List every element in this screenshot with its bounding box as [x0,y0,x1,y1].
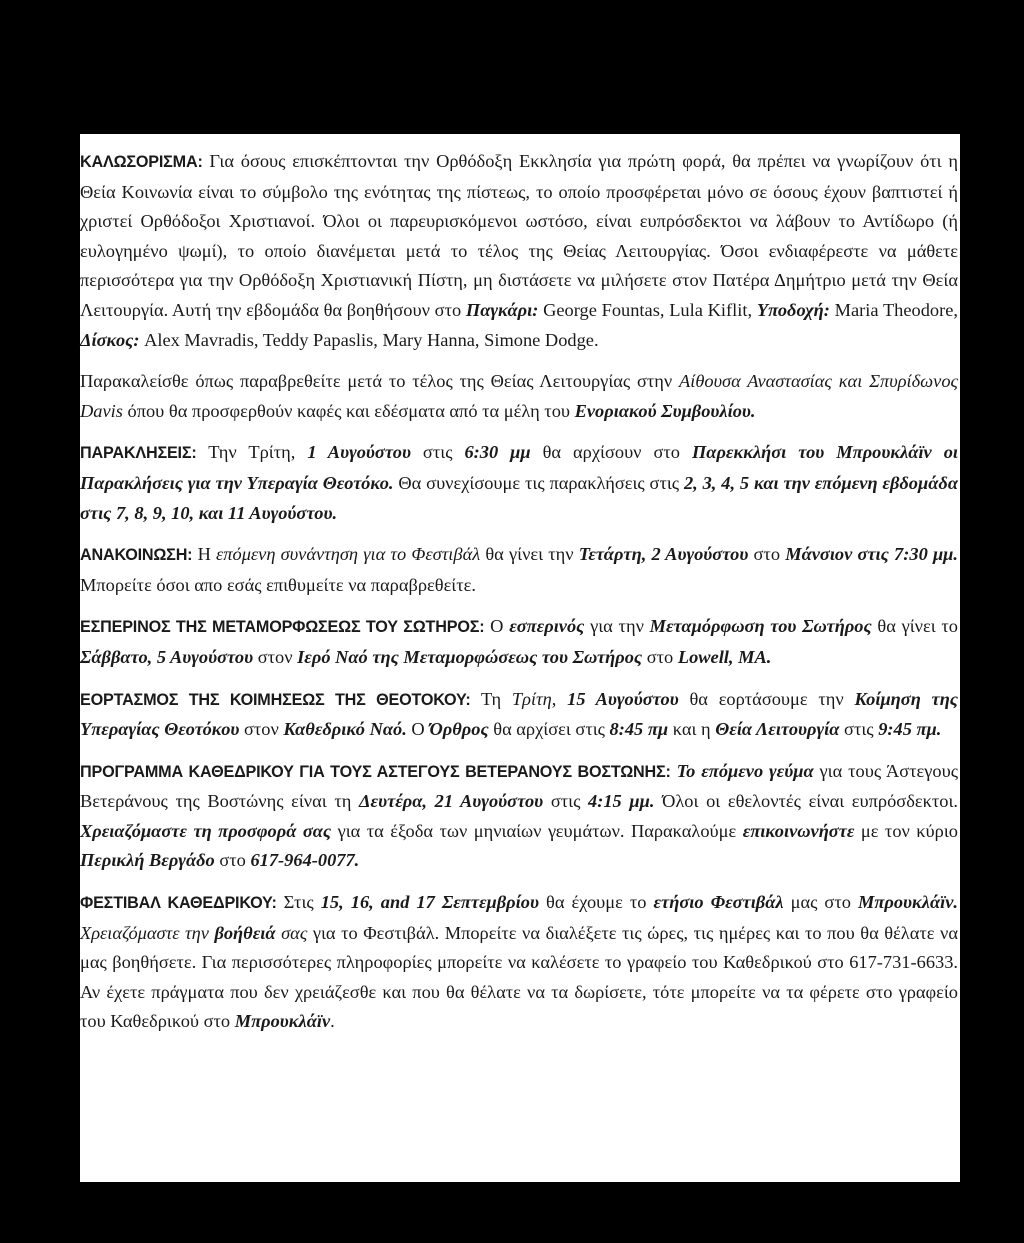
header-bar [80,77,960,134]
vespers-label: ΕΣΠΕΡΙΝΟΣ ΤΗΣ ΜΕΤΑΜΟΡΦΩΣΕΩΣ ΤΟΥ ΣΩΤΗΡΟΣ: [80,618,485,637]
reception-label: Υποδοχή: [756,299,830,320]
announcement-label: ΑΝΑΚΟΙΝΩΣΗ: [80,546,193,565]
vespers-paragraph: ΕΣΠΕΡΙΝΟΣ ΤΗΣ ΜΕΤΑΜΟΡΦΩΣΕΩΣ ΤΟΥ ΣΩΤΗΡΟΣ: Ο εσπερινός για την Μεταμόρφωση του Σωτήρος θα γίνει το Σάββατο, 5 Αυγούστου στον Ιερό Ναό της Μεταμορφώσεως του Σωτήρος στο Lowell, MA. [80,616,958,667]
festival-paragraph: ΦΕΣΤΙΒΑΛ ΚΑΘΕΔΡΙΚΟΥ: Στις 15, 16, and 17 Σεπτεμβρίου θα έχουμε το ετήσιο Φεστιβάλ μας στο Μπρουκλάϊν. Χρειαζόμαστε την βοήθειά σας για το Φεστιβάλ. Μπορείτε να διαλέξετε τις ώρες, τις ημέρες και το που θα θέλατε να μας βοηθήσετε. Για περισσότερες πληροφορίες μπορείτε να καλέσετε το γραφείο του Καθεδρικού στο 617-731-6633. Αν έχετε πράγματα που δεν χρειάζεσθε και που θα θέλατε να τα δωρίσετε, τότε μπορείτε να τα φέρετε στο γραφείο του Καθεδρικού στο Μπρουκλάϊν. [80,892,958,1032]
veterans-label: ΠΡΟΓΡΑΜΜΑ ΚΑΘΕΔΡΙΚΟΥ ΓΙΑ ΤΟΥΣ ΑΣΤΕΓΟΥΣ ΒΕΤΕΡΑΝΟΥΣ ΒΟΣΤΩΝΗΣ: [80,762,671,781]
welcome-label: ΚΑΛΩΣΟΡΙΣΜΑ: [80,153,203,171]
festival-label: ΦΕΣΤΙΒΑΛ ΚΑΘΕΔΡΙΚΟΥ: [80,894,277,913]
bakery-label: Παγκάρι: [465,299,539,320]
announcement-paragraph: ΑΝΑΚΟΙΝΩΣΗ: Η επόμενη συνάντηση για το Φεστιβάλ θα γίνει την Τετάρτη, 2 Αυγούστου στο Μάνσιον στις 7:30 μμ. Μπορείτε όσοι απο εσάς επιθυμείτε να παραβρεθείτε. [80,544,959,595]
veterans-paragraph: ΠΡΟΓΡΑΜΜΑ ΚΑΘΕΔΡΙΚΟΥ ΓΙΑ ΤΟΥΣ ΑΣΤΕΓΟΥΣ ΒΕΤΕΡΑΝΟΥΣ ΒΟΣΤΩΝΗΣ: Το επόμενο γεύμα για τους Άστεγους Βετεράνους της Βοστώνης είναι τη Δευτέρα, 21 Αυγούστου στις 4:15 μμ. Όλοι οι εθελοντές είναι ευπρόσδεκτοι. Χρειαζόμαστε τη προσφορά σας για τα έξοδα των μηνιαίων γευμάτων. Παρακαλούμε επικοινωνήστε με τον κύριο Περικλή Βεργάδο στο 617-964-0077. [80,760,958,871]
coffee-hall: Αίθουσα Αναστασίας και Σπυρίδωνος Davis [80,371,958,421]
dormition-label: ΕΟΡΤΑΣΜΟΣ ΤΗΣ ΚΟΙΜΗΣΕΩΣ ΤΗΣ ΘΕΟΤΟΚΟΥ: [80,690,471,709]
welcome-paragraph: ΚΑΛΩΣΟΡΙΣΜΑ: Για όσους επισκέπτονται την Ορθόδοξη Εκκλησία για πρώτη φορά, θα πρέπει να γνωρίζουν ότι η Θεία Κοινωνία είναι το σύμβολο της ενότητας της πίστεως, το οποίο προσφέρεται μόνο σε όσους έχουν βαπτιστεί ή χριστεί Ορθόδοξοι Χριστιανοί. Όλοι οι παρευρισκόμενοι ωστόσο, είναι ευπρόσδεκτοι να λάβουν το Αντίδωρο (ή ευλογημένο ψωμί), το οποίο διανέμεται μετά το τέλος της Θείας Λειτουργίας. Όσοι ενδιαφέρεστε να μάθετε περισσότερα για την Ορθόδοξη Χριστιανική Πίστη, μη διστάσετε να μιλήσετε στον Πατέρα Δημήτριο μετά την Θεία Λειτουργία. Αυτή την εβδομάδα θα βοηθήσουν στο Παγκάρι: George Fountas, Lula Kiflit, Υποδοχή: Maria Theodore, Δίσκος: Alex Mavradis, Teddy Papaslis, Mary Hanna, Simone Dodge. [80,151,959,350]
coffee-paragraph: Παρακαλείσθε όπως παραβρεθείτε μετά το τέλος της Θείας Λειτουργίας στην Αίθουσα Αναστασίας και Σπυρίδωνος Davis όπου θα προσφερθούν καφές και εδέσματα από τα μέλη του Ενοριακού Συμβουλίου. [80,371,958,421]
dormition-paragraph: ΕΟΡΤΑΣΜΟΣ ΤΗΣ ΚΟΙΜΗΣΕΩΣ ΤΗΣ ΘΕΟΤΟΚΟΥ: Τη Τρίτη, 15 Αυγούστου θα εορτάσουμε την Κοίμηση της Υπεραγίας Θεοτόκου στον Καθεδρικό Ναό. Ο Όρθρος θα αρχίσει στις 8:45 πμ και η Θεία Λειτουργία στις 9:45 πμ. [80,688,958,740]
tray-label: Δίσκος: [80,329,140,350]
paraklisis-paragraph: ΠΑΡΑΚΛΗΣΕΙΣ: Την Τρίτη, 1 Αυγούστου στις 6:30 μμ θα αρχίσουν στο Παρεκκλήσι του Μπρουκλάϊν οι Παρακλήσεις για την Υπεραγία Θεοτόκο. Θα συνεχίσουμε τις παρακλήσεις στις 2, 3, 4, 5 και την επόμενη εβδομάδα στις 7, 8, 9, 10, και 11 Αυγούστου. [80,442,959,523]
veterans-phone: 617-964-0077. [250,850,360,871]
parish-council: Ενοριακού Συμβουλίου. [574,400,756,421]
bulletin-page [80,77,960,1182]
bulletin-content [80,147,958,1049]
paraklisis-label: ΠΑΡΑΚΛΗΣΕΙΣ: [80,444,197,463]
